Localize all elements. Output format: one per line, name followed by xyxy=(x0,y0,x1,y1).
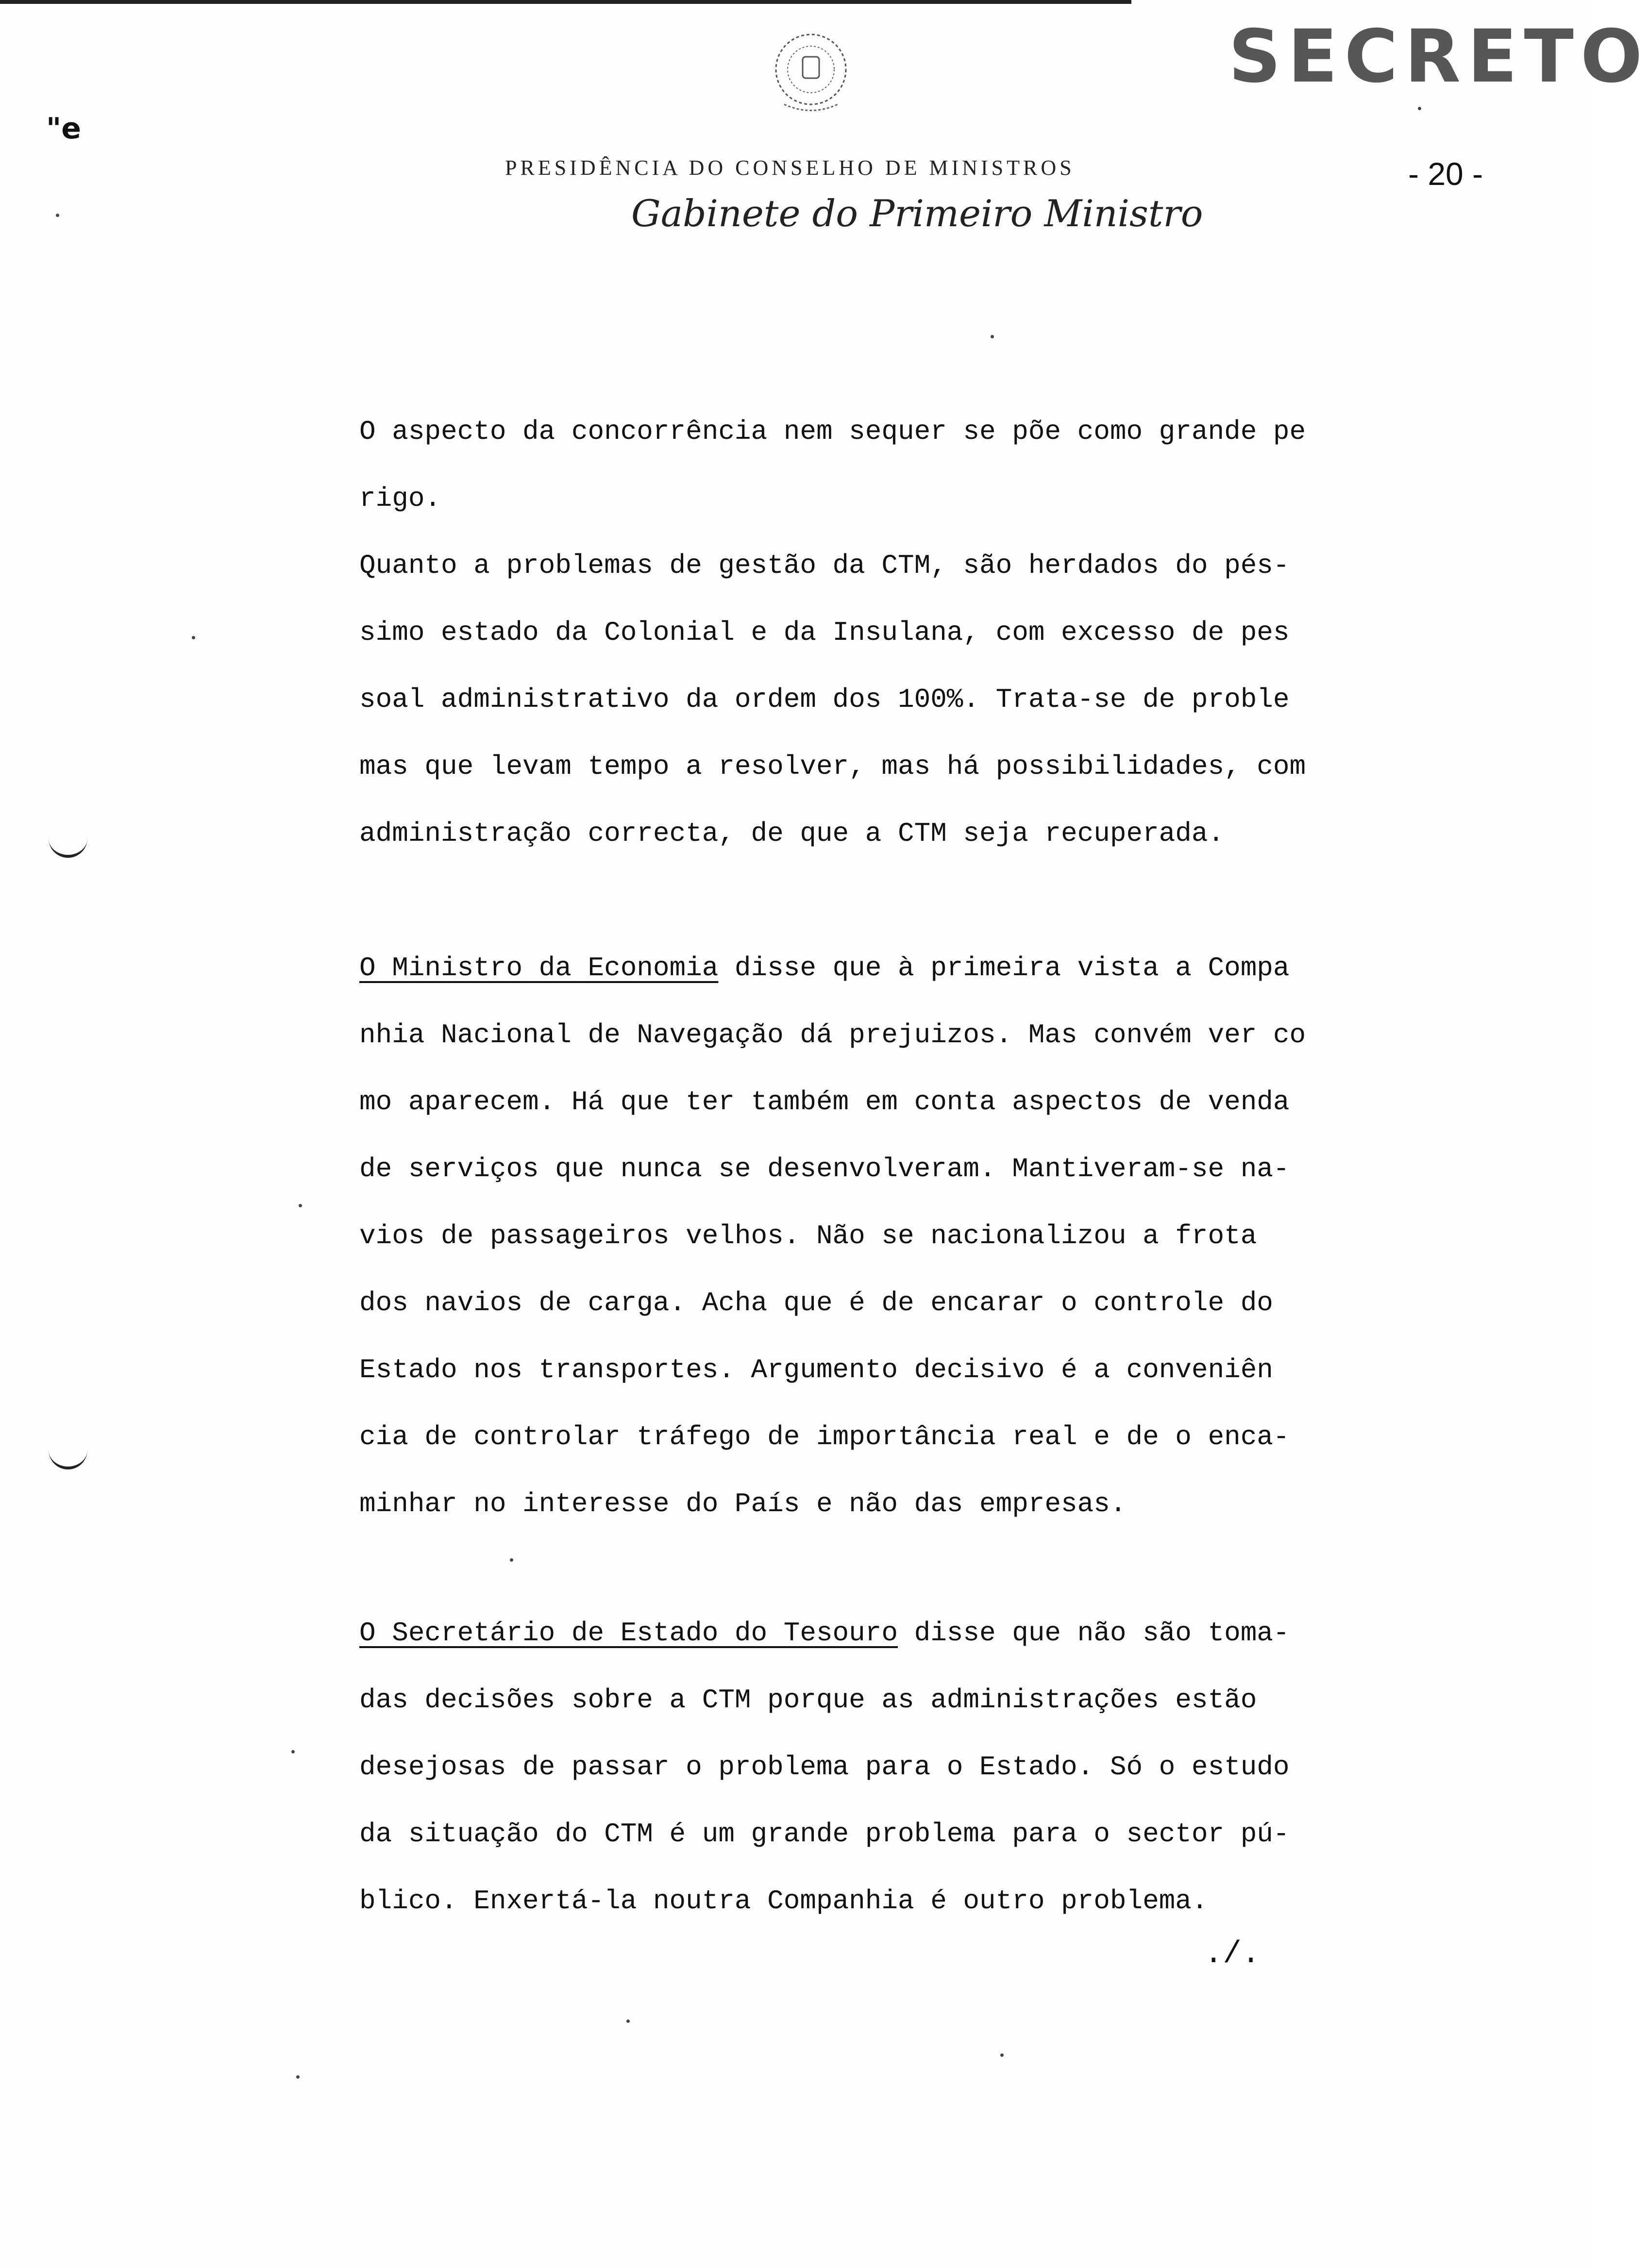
text-line: Quanto a problemas de gestão da CTM, são herdados do pés- xyxy=(359,550,1290,581)
text-line: rigo. xyxy=(359,483,441,514)
scan-speck xyxy=(1000,2053,1004,2057)
text-line: nhia Nacional de Navegação dá prejuizos. Mas convém ver co xyxy=(359,1019,1306,1051)
scan-speck xyxy=(296,2075,300,2079)
coat-of-arms-seal xyxy=(765,27,857,119)
header-organization: PRESIDÊNCIA DO CONSELHO DE MINISTROS xyxy=(505,156,1075,180)
text-line: O aspecto da concorrência nem sequer se põe como grande pe xyxy=(359,416,1306,447)
header-cabinet: Gabinete do Primeiro Ministro xyxy=(631,192,1203,235)
scan-speck xyxy=(299,1204,302,1207)
text-line: Estado nos transportes. Argumento decisivo é a conveniên xyxy=(359,1354,1273,1385)
speaker-name: O Ministro da Economia xyxy=(359,952,719,984)
punch-hole-mark xyxy=(49,1449,87,1469)
text-line: simo estado da Colonial e da Insulana, com excesso de pes xyxy=(359,617,1290,648)
text-line: cia de controlar tráfego de importância real e de o enca- xyxy=(359,1421,1290,1452)
text-fragment: disse que à primeira vista a Compa xyxy=(718,952,1290,984)
continuation-mark: ./. xyxy=(1204,1937,1261,1972)
paragraph-2 xyxy=(359,934,1418,1537)
text-line: minhar no interesse do País e não das empresas. xyxy=(359,1488,1127,1519)
text-line: administração correcta, de que a CTM seja recuperada. xyxy=(359,818,1225,849)
text-line: mas que levam tempo a resolver, mas há possibilidades, com xyxy=(359,751,1306,782)
scan-speck xyxy=(991,335,994,338)
scan-speck xyxy=(56,214,59,217)
secret-stamp: SECRETO xyxy=(1228,15,1649,99)
top-border-rule xyxy=(0,0,1131,4)
text-fragment: disse que não são toma- xyxy=(897,1618,1290,1649)
text-line: blico. Enxertá-la noutra Companhia é outro problema. xyxy=(359,1885,1208,1917)
text-line: vios de passageiros velhos. Não se nacionalizou a frota xyxy=(359,1220,1257,1251)
margin-mark: "e xyxy=(46,112,81,146)
text-line: desejosas de passar o problema para o Estado. Só o estudo xyxy=(359,1751,1290,1783)
scan-speck xyxy=(626,2019,630,2023)
paragraph-3 xyxy=(359,1600,1418,1934)
paragraph-1 xyxy=(359,398,1418,867)
text-line xyxy=(359,1600,1418,1667)
scan-speck xyxy=(1418,107,1421,110)
text-line: de serviços que nunca se desenvolveram. Mantiveram-se na- xyxy=(359,1153,1290,1184)
scan-speck xyxy=(291,1750,295,1753)
text-line: da situação do CTM é um grande problema para o sector pú- xyxy=(359,1818,1290,1850)
text-line xyxy=(359,934,1418,1001)
page-number: - 20 - xyxy=(1408,156,1483,192)
speaker-name: O Secretário de Estado do Tesouro xyxy=(359,1618,898,1649)
scan-speck xyxy=(192,636,195,639)
text-line: dos navios de carga. Acha que é de encarar o controle do xyxy=(359,1287,1273,1318)
text-line: soal administrativo da ordem dos 100%. Trata-se de proble xyxy=(359,684,1290,715)
text-line: das decisões sobre a CTM porque as administrações estão xyxy=(359,1684,1257,1716)
text-line: mo aparecem. Há que ter também em conta aspectos de venda xyxy=(359,1086,1290,1117)
punch-hole-mark xyxy=(49,837,87,858)
scan-speck xyxy=(510,1558,513,1562)
